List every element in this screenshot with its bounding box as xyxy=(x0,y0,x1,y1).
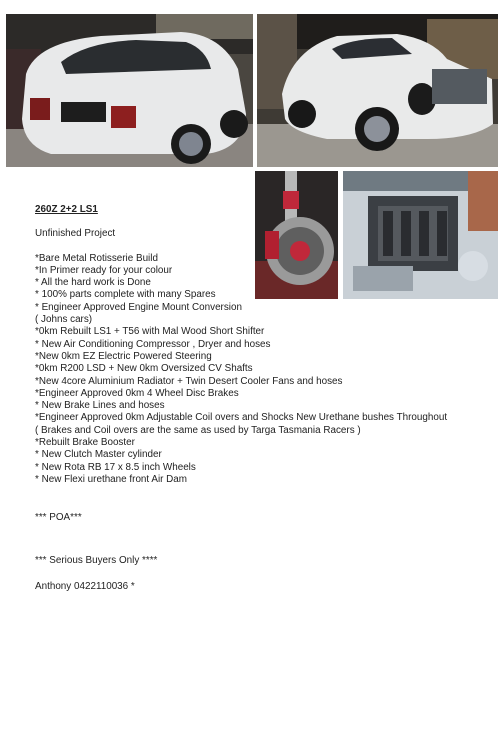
feature-list xyxy=(35,253,475,487)
list-item: *Rebuilt Brake Booster xyxy=(35,437,135,449)
price-text: *** POA*** xyxy=(35,512,82,524)
listing-subtitle: Unfinished Project xyxy=(35,228,116,240)
list-item: *Engineer Approved 0km Adjustable Coil overs and Shocks New Urethane bushes Throughout xyxy=(35,412,448,424)
list-item: * All the hard work is Done xyxy=(35,277,151,289)
contact-text: Anthony 0422110036 * xyxy=(35,580,135,592)
list-item: *In Primer ready for your colour xyxy=(35,264,173,276)
list-item: ( Brakes and Coil overs are the same as used by Targa Tasmania Racers ) xyxy=(35,424,361,436)
list-item: *New 0km EZ Electric Powered Steering xyxy=(35,350,212,362)
list-item: *0km R200 LSD + New 0km Oversized CV Shafts xyxy=(35,363,253,375)
list-item: * New Rota RB 17 x 8.5 inch Wheels xyxy=(35,461,196,473)
list-item: * New Brake Lines and hoses xyxy=(35,400,165,412)
car-rear-photo xyxy=(6,14,253,167)
list-item: *Engineer Approved 0km 4 Wheel Disc Brakes xyxy=(35,387,239,399)
list-item: *New 4core Aluminium Radiator + Twin Desert Cooler Fans and hoses xyxy=(35,375,343,387)
buyers-note: *** Serious Buyers Only **** xyxy=(35,554,158,566)
list-item: * New Air Conditioning Compressor , Dryer and hoses xyxy=(35,338,271,350)
list-item: * New Flexi urethane front Air Dam xyxy=(35,473,188,485)
listing-title: 260Z 2+2 LS1 xyxy=(35,204,98,215)
list-item: *Bare Metal Rotisserie Build xyxy=(35,252,158,264)
list-item: ( Johns cars) xyxy=(35,314,93,326)
list-item: * 100% parts complete with many Spares xyxy=(35,289,216,301)
listing-text xyxy=(35,204,475,593)
list-item: * Engineer Approved Engine Mount Conversion xyxy=(35,301,242,313)
list-item: *0km Rebuilt LS1 + T56 with Mal Wood Short Shifter xyxy=(35,326,265,338)
list-item: * New Clutch Master cylinder xyxy=(35,449,162,461)
car-front-photo xyxy=(257,14,498,167)
